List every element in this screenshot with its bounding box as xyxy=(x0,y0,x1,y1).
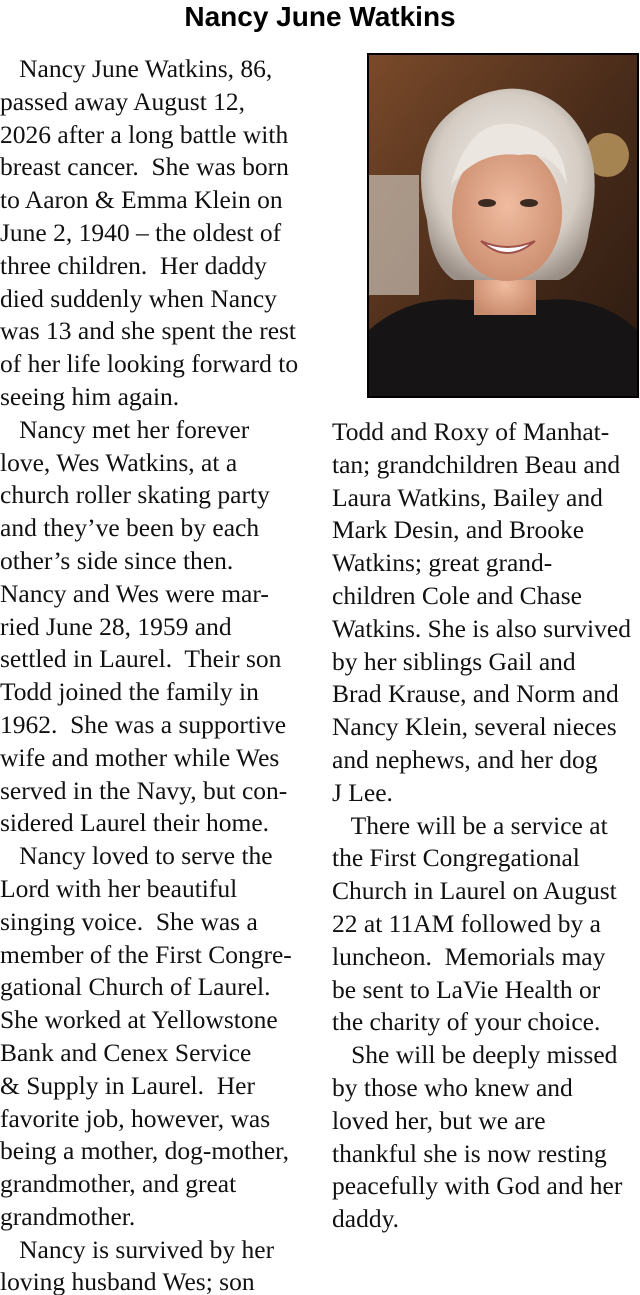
obituary-text-line: sidered Laurel their home. xyxy=(0,808,270,838)
obituary-text-line: Lord with her beautiful xyxy=(0,873,238,903)
obituary-text-line: the First Congregational xyxy=(332,843,580,873)
obituary-text-line: Brad Krause, and Norm and xyxy=(332,679,619,709)
obituary-text-line: thankful she is now resting xyxy=(332,1138,607,1168)
obituary-text-line: There will be a service at xyxy=(332,810,608,840)
obituary-text-line: Mark Desin, and Brooke xyxy=(332,515,585,545)
obituary-text-line: to Aaron & Emma Klein on xyxy=(0,185,283,215)
obituary-text-line: by her siblings Gail and xyxy=(332,646,576,676)
obituary-text-line: ried June 28, 1959 and xyxy=(0,611,232,641)
obituary-text-line: daddy. xyxy=(332,1204,400,1234)
obituary-right-column xyxy=(332,416,640,1295)
obituary-text-line: and nephews, and her dog xyxy=(332,744,598,774)
obituary-text-line: She worked at Yellowstone xyxy=(0,1005,278,1035)
obituary-text-line: 22 at 11AM followed by a xyxy=(332,908,601,938)
obituary-text-line: Nancy is survived by her xyxy=(0,1234,275,1264)
obituary-text-line: luncheon. Memorials may xyxy=(332,941,606,971)
obituary-text-line: singing voice. She was a xyxy=(0,906,258,936)
obituary-text-line: Todd joined the family in xyxy=(0,677,259,707)
obituary-text-line: J Lee. xyxy=(332,777,393,807)
obituary-text-line: member of the First Congre- xyxy=(0,939,292,969)
obituary-text-line: Watkins; great grand- xyxy=(332,548,553,578)
obituary-text-line: Nancy June Watkins, 86, xyxy=(0,54,273,83)
obituary-text-line: loved her, but we are xyxy=(332,1105,546,1135)
obituary-text-line: Todd and Roxy of Manhat- xyxy=(332,417,610,446)
obituary-text-line: Nancy loved to serve the xyxy=(0,841,273,871)
obituary-text-line: grandmother, and great xyxy=(0,1169,237,1199)
obituary-text-line: church roller skating party xyxy=(0,480,270,510)
obituary-text-line: Laura Watkins, Bailey and xyxy=(332,482,603,512)
obituary-text-line: wife and mother while Wes xyxy=(0,742,280,772)
obituary-text-line: peacefully with God and her xyxy=(332,1171,623,1201)
obituary-text-line: Nancy and Wes were mar- xyxy=(0,578,269,608)
obituary-text-line: Bank and Cenex Service xyxy=(0,1037,252,1067)
obituary-text-line: Church in Laurel on August xyxy=(332,876,617,906)
obituary-text-line: was 13 and she spent the rest xyxy=(0,316,297,346)
obituary-text-line: of her life looking forward to xyxy=(0,349,299,379)
obituary-text-line: loving husband Wes; son xyxy=(0,1267,255,1295)
obituary-text-line: love, Wes Watkins, at a xyxy=(0,447,238,477)
obituary-text-line: Watkins. She is also survived xyxy=(332,613,631,643)
obituary-text-line: passed away August 12, xyxy=(0,86,246,116)
obituary-text-line: by those who knew and xyxy=(332,1072,573,1102)
page-title: Nancy June Watkins xyxy=(184,1,456,32)
portrait-illustration xyxy=(369,55,637,396)
obituary-text-line: being a mother, dog-mother, xyxy=(0,1136,290,1166)
obituary-text-line: settled in Laurel. Their son xyxy=(0,644,282,674)
obituary-text-line: breast cancer. She was born xyxy=(0,152,289,182)
obituary-text-line: Nancy Klein, several nieces xyxy=(332,712,617,742)
obituary-text-line: & Supply in Laurel. Her xyxy=(0,1070,255,1100)
obituary-text-line: and they’ve been by each xyxy=(0,513,260,543)
obituary-text-line: other’s side since then. xyxy=(0,545,234,575)
obituary-text-line: be sent to LaVie Health or xyxy=(332,974,601,1004)
obituary-text-line: seeing him again. xyxy=(0,381,180,411)
obituary-text-line: children Cole and Chase xyxy=(332,580,582,610)
obituary-text-line: gational Church of Laurel. xyxy=(0,972,271,1002)
obituary-left-column xyxy=(0,53,318,1295)
portrait-photo xyxy=(367,53,639,398)
obituary-text-line: Nancy met her forever xyxy=(0,414,250,444)
obituary-text-line: tan; grandchildren Beau and xyxy=(332,449,621,479)
obituary-text-line: three children. Her daddy xyxy=(0,250,267,280)
obituary-text-line: served in the Navy, but con- xyxy=(0,775,288,805)
obituary-text-line: 2026 after a long battle with xyxy=(0,119,289,149)
obituary-text-line: favorite job, however, was xyxy=(0,1103,271,1133)
obituary-text-line: the charity of your choice. xyxy=(332,1007,601,1037)
obituary-text-line: June 2, 1940 – the oldest of xyxy=(0,217,282,247)
obituary-text-line: died suddenly when Nancy xyxy=(0,283,277,313)
obituary-text-line: grandmother. xyxy=(0,1201,136,1231)
obituary-text-line: She will be deeply missed xyxy=(332,1040,618,1070)
obituary-text-line: 1962. She was a supportive xyxy=(0,709,287,739)
